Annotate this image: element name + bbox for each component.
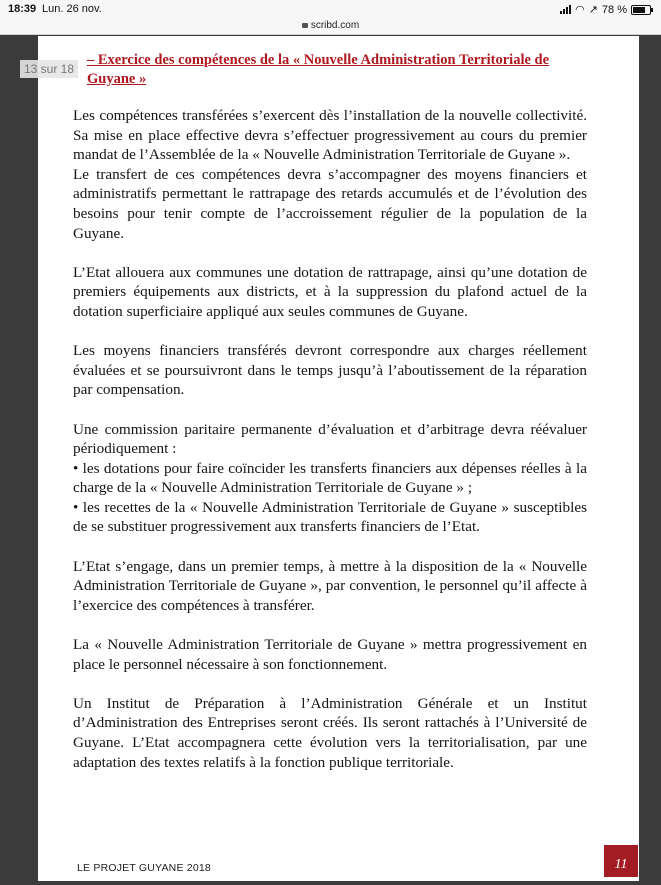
signal-icon bbox=[560, 5, 571, 14]
paragraph: L’Etat s’engage, dans un premier temps, à mettre à la disposition de la « Nouvelle Administration Territoriale de Guyane », par convention, le personnel qu’il affecte à l’exercice des compétences à transférer. bbox=[73, 557, 587, 614]
page-counter: 13 sur 18 bbox=[20, 60, 78, 78]
lock-icon bbox=[302, 23, 308, 28]
location-icon: ↗ bbox=[588, 4, 598, 16]
section-heading: – Exercice des compétences de la « Nouvelle Administration Territoriale de Guyane » bbox=[87, 52, 550, 87]
status-bar bbox=[0, 0, 661, 20]
document-body bbox=[73, 106, 587, 792]
battery-percent: 78 % bbox=[601, 3, 627, 16]
paragraph: L’Etat allouera aux communes une dotation de rattrapage, ainsi qu’une dotation de premiers équipements aux districts, et à la suppression du plafond actuel de la dotation superficiaire appliqué aux seules communes de Guyane. bbox=[73, 263, 587, 320]
url-text: scribd.com bbox=[310, 20, 360, 31]
paragraph: Le transfert de ces compétences devra s’accompagner des moyens financiers et administratifs permettant le rattrapage des retards accumulés et de l’évolution des besoins pour tenir compte de l’accroissement régulier de la population de la Guyane. bbox=[73, 165, 587, 242]
paragraph: Les compétences transférées s’exercent dès l’installation de la nouvelle collectivité. Sa mise en place effective devra s’effectuer progressivement au cours du premier mandat de l’Assemblée de la « Nouvelle Administration Territoriale de Guyane ». bbox=[73, 107, 587, 164]
battery-icon bbox=[631, 5, 651, 15]
paragraph: Une commission paritaire permanente d’évaluation et d’arbitrage devra réévaluer périodiquement : bbox=[73, 420, 587, 458]
list-item: • les dotations pour faire coïncider les transferts financiers aux dépenses réelles à la charge de la « Nouvelle Administration Territoriale de Guyane » ; bbox=[73, 459, 587, 497]
wifi-icon: ◠ bbox=[575, 4, 585, 16]
list-item: • les recettes de la « Nouvelle Administration Territoriale de Guyane » susceptibles de se substituer progressivement aux transferts financiers de l’Etat. bbox=[73, 498, 587, 536]
status-date: Lun. 26 nov. bbox=[42, 3, 102, 15]
status-time: 18:39 bbox=[8, 3, 37, 15]
paragraph: Un Institut de Préparation à l’Administration Générale et un Institut d’Administration des Entreprises seront créés. Ils seront rattachés à l’Université de Guyane. L’Etat accompagnera cette évolution vers la territorialisation, par une adaptation des textes relatifs à la fonction publique territoriale. bbox=[73, 694, 587, 771]
paragraph: La « Nouvelle Administration Territoriale de Guyane » mettra progressivement en place le personnel nécessaire à son fonctionnement. bbox=[73, 636, 587, 673]
address-bar[interactable] bbox=[0, 20, 661, 35]
paragraph: Les moyens financiers transférés devront correspondre aux charges réellement évaluées et se poursuivront dans le temps jusqu’à l’aboutissement de la réparation par compensation. bbox=[73, 342, 587, 399]
page-number: 11 bbox=[604, 845, 638, 877]
status-indicators bbox=[560, 3, 651, 16]
page-footer: LE PROJET GUYANE 2018 bbox=[77, 862, 211, 874]
